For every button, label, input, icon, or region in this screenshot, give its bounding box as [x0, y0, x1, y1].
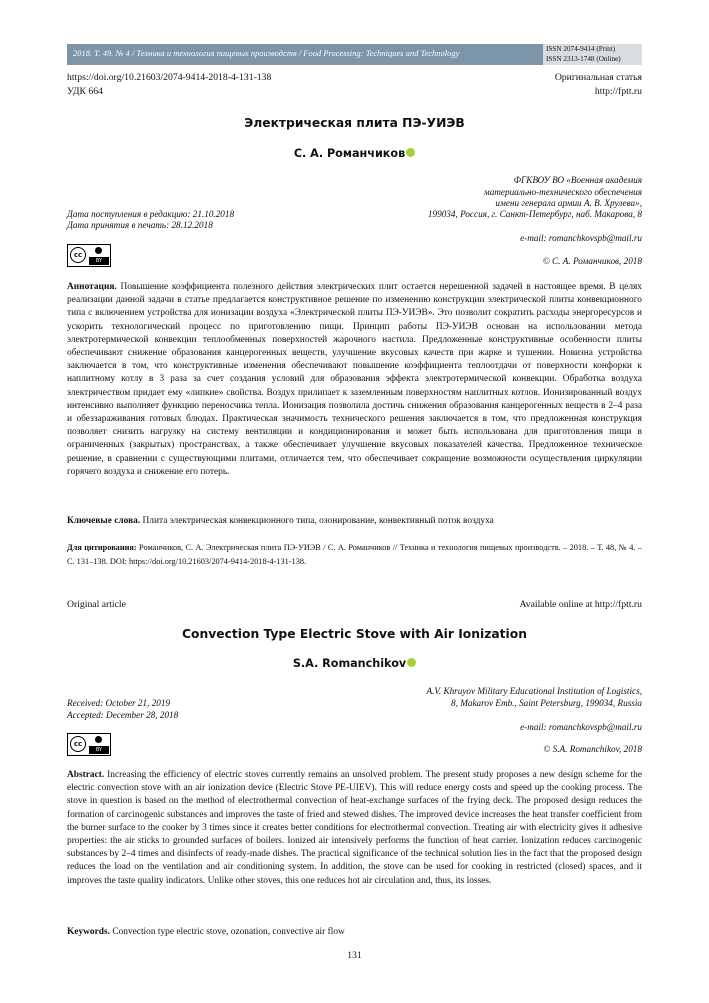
affiliation-ru-line3: имени генерала армии А. В. Хрулева»,	[495, 198, 642, 208]
copyright-en: © S.A. Romanchikov, 2018	[543, 744, 642, 754]
available-online-en[interactable]: Available online at http://fptt.ru	[519, 599, 642, 610]
keywords-label-ru: Ключевые слова.	[67, 516, 141, 526]
by-icon: BY	[89, 246, 109, 265]
received-ru: Дата поступления в редакцию: 21.10.2018	[67, 209, 235, 219]
citation-text-ru: Романчиков, С. А. Электрическая плита ПЭ-УИЭВ / С. А. Романчиков // Техника и технология пищевых производств. – 2018. – Т. 48, № 4. – С. 131–138. DOI: https://doi.org/10.21603/2074-9414-2018-4-131-138.	[67, 543, 642, 566]
article-type-ru: Оригинальная статья	[554, 72, 642, 83]
page-number: 131	[347, 950, 362, 961]
abstract-ru	[67, 281, 642, 479]
article-type-en: Original article	[67, 599, 126, 610]
cc-icon: cc	[70, 736, 86, 752]
keywords-label-en: Keywords.	[67, 927, 110, 937]
udk: УДК 664	[67, 86, 103, 97]
author-name-ru: С. А. Романчиков	[293, 147, 406, 160]
abstract-en	[67, 769, 642, 888]
abstract-label-ru: Аннотация.	[67, 282, 117, 292]
cc-by-license-badge[interactable]	[67, 244, 111, 267]
doi-link[interactable]: https://doi.org/10.21603/2074-9414-2018-4-131-138	[67, 72, 272, 83]
abstract-label-en: Abstract.	[67, 770, 105, 780]
affiliation-en-line1: A.V. Khruyov Military Educational Institution of Logistics,	[426, 686, 642, 696]
title-en: Convection Type Electric Stove with Air Ionization	[182, 627, 527, 641]
keywords-text-ru: Плита электрическая конвекционного типа, озонирование, конвективный поток воздуха	[142, 516, 494, 526]
site-link-ru[interactable]: http://fptt.ru	[594, 86, 642, 97]
abstract-text-ru: Повышение коэффициента полезного действия электрических плит остается нерешенной задачей в настоящее время. В целях реализации данной задачи в статье предлагается конструктивное решение по изменению конструкции электрической плиты конвекционного типа с включением устройства для ионизации воздуха «Электрической плиты ПЭ-УИЭВ». Это позволит сократить расходы энергоресурсов и ускорить технологический процесс по приготовлению пищи. Принцип работы ПЭ-УИЭВ основан на использовании метода электротермической конвекции теплообменных поверхностей жарочного настила. Предложенные конструктивные особенности плиты обеспечивают снижение образования канцерогенных веществ, улучшение вкусовых качеств при жарке и тушении. Новизна устройства заключается в том, что конструктивные изменения обеспечивают повышение коэффициента теплоотдачи от поверхности конфорки к наплитному котлу в 3 раза за счет создания условий для образования эффекта электротермической конвекции. Обработка воздуха электричеством придает ему «липкие» свойства. Воздух прилипает к заземленным поверхностям наплитных котлов. Ионизированный воздух интенсивно выполняет функцию переносчика тепла. Ионизация позволила достичь снижения образования канцерогенных веществ в 2–4 раза и обеззараживания готовых блюдах. Практическая значимость технического решения заключается в том, что предложенная конструкция позволяет снизить нагрузку на систему вентиляции и кондиционирования и может быть использована для приготовления пищи в ограниченных (закрытых) пространствах, а также обеспечивает улучшение вкусовых показателей качества. Предложенное техническое решение, в сравнении с существующими плитами, отличается тем, что обеспечивает сокращение возможности осуществления циркуляции горячего воздуха и снижение его потерь.	[67, 282, 642, 477]
citation-ru	[67, 541, 642, 568]
citation-label-ru: Для цитирования:	[67, 543, 137, 552]
author-en	[0, 657, 709, 670]
by-icon: BY	[89, 735, 109, 754]
orcid-icon[interactable]	[406, 148, 415, 157]
email-ru[interactable]: e-mail: romanchkovspb@mail.ru	[520, 233, 642, 243]
cc-icon: cc	[70, 247, 86, 263]
keywords-text-en: Convection type electric stove, ozonation, convective air flow	[112, 927, 345, 937]
email-en[interactable]: e-mail: romanchkovspb@mail.ru	[520, 722, 642, 732]
affiliation-en-line2: 8, Makarov Emb., Saint Petersburg, 199034, Russia	[451, 698, 642, 708]
orcid-icon[interactable]	[407, 658, 416, 667]
issn-online: ISSN 2313-1748 (Online)	[546, 55, 621, 63]
title-ru: Электрическая плита ПЭ-УИЭВ	[244, 116, 465, 130]
author-ru	[0, 147, 709, 160]
keywords-ru	[67, 516, 642, 526]
journal-header-text: 2018. Т. 49. № 4 / Техника и технология пищевых производств / Food Processing: Techniques and Technology	[73, 49, 460, 58]
abstract-text-en: Increasing the efficiency of electric stoves currently remains an unsolved problem. The present study proposes a new design scheme for the electric convection stove with an air ionization device (Electric Stove PE-UIEV). This will reduce energy costs and speed up the cooking process. The stove in question is based on the method of electrothermal convection of heat-exchange surfaces of the frying deck. The proposed design reduces the formation of carcinogenic substances and improves the taste of fried and stewed dishes. The improved device increases the heat transfer coefficient from the burner surface to the cooker by 3 times since it creates better conditions for electrothermal convection. Treating air with electricity gives it adhesive properties: the air sticks to grounded surfaces of boilers. Ionized air intensively performs the function of heat carrier. Ionization reduces carcinogenic substances by 2–4 times and disinfects of ready-made dishes. The practical significance of the technical solution lies in the fact that the proposed design reduces the load on the ventilation and air conditioning system. In addition, the stove can be used for cooking in restricted (closed) spaces, and it improves the taste quality indicators. Unlike other stoves, this one reduces hot air circulation and, thus, its losses.	[67, 770, 643, 886]
received-en: Received: October 21, 2019	[67, 698, 171, 708]
affiliation-ru-line4: 199034, Россия, г. Санкт-Петербург, наб. Макарова, 8	[427, 209, 642, 219]
affiliation-ru-line1: ФГКВОУ ВО «Военная академия	[513, 175, 642, 185]
author-name-en: S.A. Romanchikov	[292, 657, 407, 670]
issn-print: ISSN 2074-9414 (Print)	[546, 45, 616, 53]
affiliation-ru-line2: материально-технического обеспечения	[483, 187, 642, 197]
keywords-en	[67, 927, 642, 937]
accepted-en: Accepted: December 28, 2018	[67, 710, 179, 720]
cc-by-license-badge[interactable]	[67, 733, 111, 756]
copyright-ru: © С. А. Романчиков, 2018	[542, 256, 642, 266]
accepted-ru: Дата принятия в печать: 28.12.2018	[67, 220, 213, 230]
